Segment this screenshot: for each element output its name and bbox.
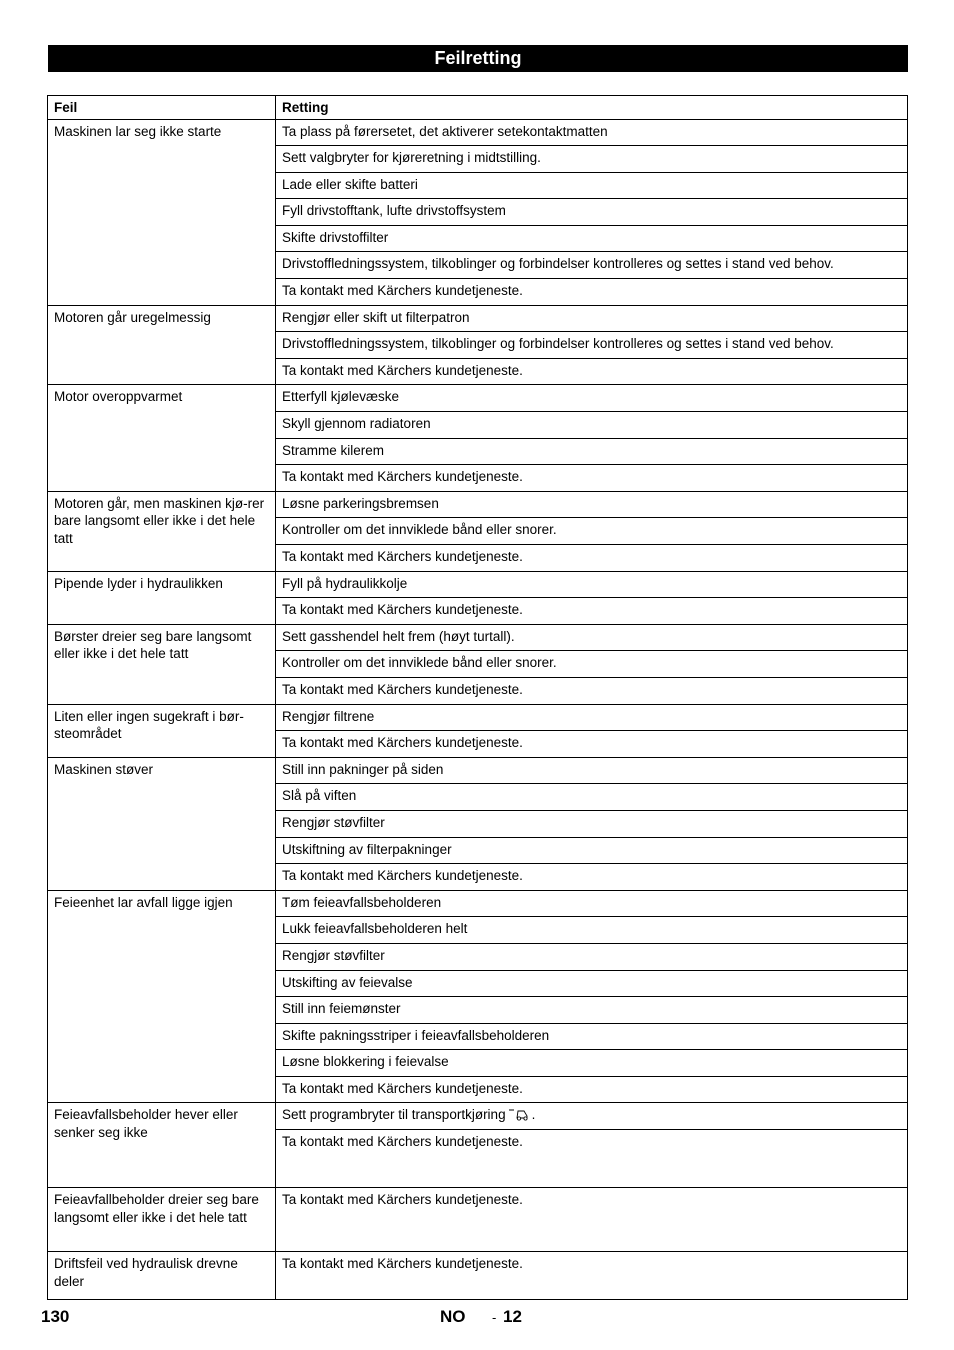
remedy-cell [276, 731, 908, 758]
remedy-cell [276, 518, 908, 545]
remedy-text: Løsne parkeringsbremsen [282, 495, 439, 511]
fault-cell: Driftsfeil ved hydraulisk drevne deler [48, 1252, 276, 1300]
remedy-text: Ta plass på førersetet, det aktiverer setekontaktmatten [282, 123, 608, 139]
remedy-text: Ta kontakt med Kärchers kundetjeneste. [282, 362, 523, 378]
remedy-text: Rengjør støvfilter [282, 814, 385, 830]
remedy-text: Fyll drivstofftank, lufte drivstoffsystem [282, 203, 506, 219]
table-row [48, 624, 908, 651]
remedy-cell [276, 704, 908, 731]
remedy-text: Ta kontakt med Kärchers kundetjeneste. [282, 1256, 523, 1272]
remedy-cell [276, 305, 908, 332]
remedy-text: Drivstoffledningssystem, tilkoblinger og forbindelser kontrolleres og settes i stand ved behov. [282, 256, 834, 272]
remedy-text: Skyll gjennom radiatoren [282, 416, 431, 432]
remedy-cell [276, 465, 908, 492]
remedy-cell [276, 412, 908, 439]
remedy-text: Ta kontakt med Kärchers kundetjeneste. [282, 602, 523, 618]
remedy-cell [276, 784, 908, 811]
remedy-cell [276, 199, 908, 226]
remedy-text: Skifte drivstoffilter [282, 229, 389, 245]
remedy-cell [276, 598, 908, 625]
fault-cell: Pipende lyder i hydraulikken [48, 571, 276, 624]
remedy-cell [276, 970, 908, 997]
table-row [48, 704, 908, 731]
remedy-cell [276, 146, 908, 173]
language-code: NO [440, 1307, 466, 1326]
remedy-text: Etterfyll kjølevæske [282, 389, 400, 405]
remedy-cell [276, 997, 908, 1024]
remedy-text: Lukk feieavfallsbeholderen helt [282, 921, 468, 937]
fault-cell: Motoren går uregelmessig [48, 305, 276, 385]
remedy-text: Ta kontakt med Kärchers kundetjeneste. [282, 1192, 523, 1208]
remedy-cell [276, 252, 908, 279]
remedy-cell [276, 757, 908, 784]
remedy-text: Still inn pakninger på siden [282, 761, 444, 777]
remedy-cell [276, 1188, 908, 1252]
remedy-text: Ta kontakt med Kärchers kundetjeneste. [282, 1080, 523, 1096]
remedy-text: Lade eller skifte batteri [282, 176, 418, 192]
remedy-cell [276, 651, 908, 678]
table-row [48, 757, 908, 784]
table-row [48, 385, 908, 412]
remedy-cell [276, 332, 908, 359]
page-number: 130 [41, 1307, 70, 1326]
remedy-cell [276, 279, 908, 306]
remedy-text: Stramme kilerem [282, 442, 385, 458]
remedy-cell [276, 119, 908, 146]
fault-cell: Liten eller ingen sugekraft i bør-steområdet [48, 704, 276, 757]
table-row [48, 119, 908, 146]
remedy-text: Ta kontakt med Kärchers kundetjeneste. [282, 1134, 523, 1150]
table-header-row [48, 96, 908, 120]
column-header-fault: Feil [48, 96, 276, 120]
remedy-cell [276, 1076, 908, 1103]
remedy-text: Ta kontakt med Kärchers kundetjeneste. [282, 868, 523, 884]
remedy-cell [276, 864, 908, 891]
fault-cell: Maskinen lar seg ikke starte [48, 119, 276, 305]
remedy-text: Sett programbryter til transportkjøring [282, 1107, 506, 1123]
fault-cell: Motoren går, men maskinen kjø-rer bare langsomt eller ikke i det hele tatt [48, 491, 276, 571]
remedy-text: Tøm feieavfallsbeholderen [282, 894, 442, 910]
table-row [48, 1103, 908, 1130]
remedy-cell [276, 491, 908, 518]
troubleshooting-table [47, 95, 908, 1300]
remedy-cell [276, 571, 908, 598]
table-row [48, 571, 908, 598]
remedy-text: Kontroller om det innviklede bånd eller snorer. [282, 655, 557, 671]
fault-cell: Feieavfallbeholder dreier seg bare langsomt eller ikke i det hele tatt [48, 1188, 276, 1252]
remedy-text: Ta kontakt med Kärchers kundetjeneste. [282, 549, 523, 564]
remedy-cell [276, 1023, 908, 1050]
remedy-text: Utskiftning av filterpakninger [282, 841, 452, 857]
remedy-cell [276, 438, 908, 465]
remedy-cell [276, 172, 908, 199]
table-body [48, 119, 908, 1300]
remedy-cell [276, 677, 908, 704]
remedy-text: Skifte pakningsstriper i feieavfallsbeholderen [282, 1027, 550, 1043]
remedy-cell [276, 545, 908, 572]
remedy-cell [276, 1050, 908, 1077]
fault-cell: Motor overoppvarmet [48, 385, 276, 491]
remedy-text: Drivstoffledningssystem, tilkoblinger og forbindelser kontrolleres og settes i stand ved behov. [282, 336, 834, 352]
remedy-cell [276, 225, 908, 252]
remedy-cell [276, 943, 908, 970]
table-row [48, 890, 908, 917]
remedy-text: Rengjør eller skift ut filterpatron [282, 309, 470, 325]
remedy-text: Ta kontakt med Kärchers kundetjeneste. [282, 469, 523, 485]
transport-drive-icon [508, 1107, 532, 1121]
remedy-cell [276, 917, 908, 944]
remedy-cell [276, 1130, 908, 1188]
remedy-cell [276, 385, 908, 412]
remedy-text: Kontroller om det innviklede bånd eller snorer. [282, 522, 557, 538]
table-row [48, 491, 908, 518]
fault-cell: Feieenhet lar avfall ligge igjen [48, 890, 276, 1103]
remedy-text: Løsne blokkering i feievalse [282, 1054, 449, 1070]
remedy-text: Rengjør støvfilter [282, 947, 385, 963]
remedy-cell [276, 358, 908, 385]
fault-cell: Maskinen støver [48, 757, 276, 890]
remedy-text: Ta kontakt med Kärchers kundetjeneste. [282, 735, 523, 751]
remedy-text: Utskifting av feievalse [282, 974, 413, 990]
remedy-text: Fyll på hydraulikkolje [282, 575, 408, 591]
column-header-remedy: Retting [276, 96, 908, 120]
remedy-cell [276, 1103, 908, 1130]
remedy-cell [276, 890, 908, 917]
section-title: Feilretting [48, 45, 908, 72]
fault-cell: Børster dreier seg bare langsomt eller ikke i det hele tatt [48, 624, 276, 704]
remedy-text: Ta kontakt med Kärchers kundetjeneste. [282, 681, 523, 697]
remedy-cell [276, 837, 908, 864]
remedy-text: Sett valgbryter for kjøreretning i midtstilling. [282, 150, 541, 166]
footer-dash: - [492, 1310, 497, 1325]
remedy-text: Still inn feiemønster [282, 1001, 401, 1017]
sub-page-number: 12 [503, 1307, 522, 1326]
remedy-text: Slå på viften [282, 788, 357, 804]
table-row [48, 1188, 908, 1252]
sentence-period: . [531, 1107, 536, 1123]
table-row [48, 1252, 908, 1300]
remedy-text: Ta kontakt med Kärchers kundetjeneste. [282, 283, 523, 299]
remedy-text: Sett gasshendel helt frem (høyt turtall). [282, 628, 515, 644]
fault-cell: Feieavfallsbeholder hever eller senker seg ikke [48, 1103, 276, 1188]
remedy-cell [276, 1252, 908, 1300]
remedy-cell [276, 810, 908, 837]
table-row [48, 305, 908, 332]
remedy-text: Rengjør filtrene [282, 708, 375, 724]
remedy-cell [276, 624, 908, 651]
